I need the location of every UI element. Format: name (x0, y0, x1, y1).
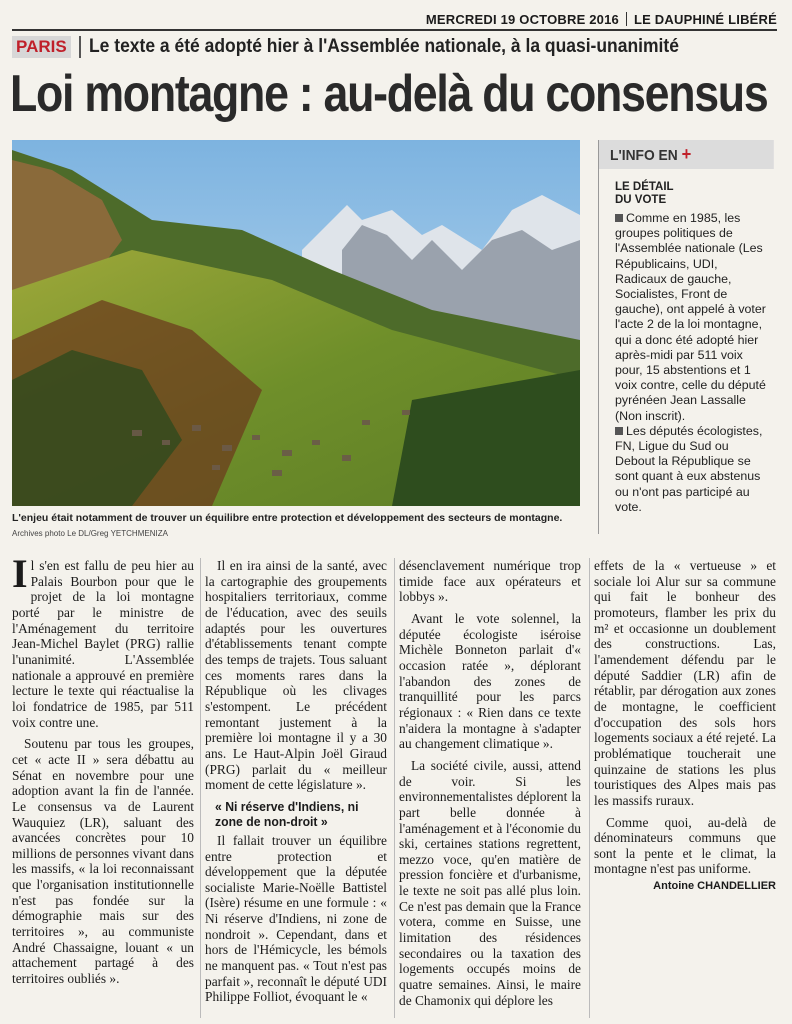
article-column-1 (12, 551, 194, 993)
kicker-text: Le texte a été adopté hier à l'Assemblée nationale, à la quasi-unanimité (88, 36, 679, 57)
issue-date: MERCREDI 19 OCTOBRE 2016 (425, 11, 619, 27)
photo-credit: Archives photo Le DL/Greg YETCHMENIZA (12, 529, 168, 538)
info-box (598, 140, 778, 534)
page-header (405, 8, 777, 30)
plus-icon: + (681, 144, 692, 164)
section-tag: PARIS (12, 36, 71, 58)
article-paragraph: Comme quoi, au-delà de dénominateurs communs que sont la pente et le climat, la montagne n'est pas uniforme. (594, 814, 776, 877)
bullet-square-icon (615, 427, 623, 435)
article-paragraph: Il en ira ainsi de la santé, avec la cartographie des groupements hospitaliers territoriaux, comme de l'éducation, avec des seuils adaptés pour les ouvertures d'établissements tenant compte des temps de trajets. Tous saluant ces moments rares dans la République où les clivages s'estompent. Le précédent remontant justement à la première loi montagne il y a 30 ans. Le Haut-Alpin Joël Giraud (PRG) parlait du « meilleur moment de cette législature ». (205, 558, 387, 793)
info-box-text-1: Comme en 1985, les groupes politiques de l'Assemblée nationale (Les Républicains, UDI, Radicaux de gauche, Socialistes, Front de gauche), ont appelé à voter l'acte 2 de la loi montagne, qui a donc été adopté hier après-midi par 511 voix pour, 15 abstentions et 1 voix contre, celle du député pyrénéen Jean Lassalle (Non inscrit). (615, 211, 766, 423)
article-column-4 (594, 558, 776, 895)
article-text: l s'en est fallu de peu hier au Palais Bourbon pour que le projet de la loi montagne porté par le ministre de l'Aménagement du territoire Jean-Michel Baylet (PRG) rallie l'unanimité. L'Assemblée nationale a approuvé en première lecture le texte qui réactualise la loi fondatrice de 1985, par 511 voix contre une. (12, 558, 194, 730)
article-paragraph: Avant le vote solennel, la députée écologiste iséroise Michèle Bonneton parlait d'« occasion ratée », déplorant l'abandon des zones de tranquillité pour les parcs régionaux : « Rien dans ce texte n'aidera la montagne à s'adapter au changement climatique ». (399, 610, 581, 752)
column-divider (394, 558, 395, 1018)
column-divider (200, 558, 201, 1018)
kicker-divider (79, 36, 81, 58)
article-column-3 (399, 558, 581, 1014)
mountain-landscape-image (12, 140, 580, 506)
info-box-title (599, 140, 774, 169)
header-divider (626, 12, 627, 26)
article-paragraph: La société civile, aussi, attend de voir. Si les environnementalistes déplorent la part belle donnée à l'aménagement et à l'économie du ski, certaines stations regrettent, mezzo voce, qu'en matière de pression foncière et d'urbanisme, le texte ne soit pas allé plus loin. Ce n'est pas demain que la France votera, comme en Suisse, une limitation des résidences secondaires ou la taxation des logements occupés moins de quatre semaines. Ainsi, le maire de Chamonix qui déplore les (399, 757, 581, 1008)
drop-cap: I (12, 551, 28, 596)
article-paragraph-continued: désenclavement numérique trop timide face aux opérateurs et lobbys ». (399, 558, 581, 605)
headline: Loi montagne : au-delà du consensus (10, 65, 768, 123)
article-subheading: « Ni réserve d'Indiens, ni zone de non-droit » (215, 798, 359, 829)
kicker (12, 34, 730, 60)
photo-caption: L'enjeu était notamment de trouver un équilibre entre protection et développement des secteurs de montagne. (12, 512, 563, 524)
info-box-subtitle-line2: DU VOTE (615, 194, 667, 206)
article-paragraph: effets de la « vertueuse » et sociale loi Alur sur sa commune qui fait le bonheur des promoteurs, flamber les prix du m² et occasionne un doublement des constructions. Las, l'amendement défendu par le député Saddier (LR) afin de rétablir, par dérogation aux zones de montagne, le coefficient d'occupation des sols hors logements sociaux a été rejeté. La problématique toucherait une quinzaine de stations les plus touristiques des Alpes mais pas les massifs ruraux. (594, 558, 776, 808)
article-paragraph (12, 551, 194, 730)
mountain-photo (12, 140, 580, 506)
header-rule (12, 29, 777, 31)
info-box-subtitle (615, 181, 778, 207)
author-signature: Antoine CHANDELLIER (653, 880, 776, 893)
article-paragraph: Il fallait trouver un équilibre entre protection et développement que la députée socialiste Marie-Noëlle Battistel (Isère) résume en une formule : « Ni réserve d'Indiens, ni zone de nondroit ». Cependant, dans et hors de l'Hémicycle, les bémols ne manquent pas. « Tout n'est pas parfait », reconnaît le député UDI Philippe Folliot, évoquant le « (205, 832, 387, 1005)
article-column-2 (205, 558, 387, 1005)
info-box-text-2: Les députés écologistes, FN, Ligue du Sud ou Debout la République se sont quant à eux abstenus ou n'ont pas participé au vote. (615, 423, 763, 514)
bullet-square-icon (615, 214, 623, 222)
column-divider (589, 558, 590, 1018)
info-box-subtitle-line1: LE DÉTAIL (615, 181, 674, 193)
info-box-paragraph (615, 211, 772, 424)
info-box-paragraph (615, 424, 772, 515)
article-paragraph: Soutenu par tous les groupes, cet « acte II » sera débattu au Sénat en novembre pour une adoption avant la fin de l'année. Le consensus va de Laurent Wauquiez (LR), saluant des avancées concrètes pour 10 millions de personnes vivant dans les massifs, « la loi reconnaissant que l'organisation institutionnelle n'est pas fondée sur la démographie mais sur des territoires », au communiste André Chassaigne, louant « un attachement partagé à des territoires oubliés ». (12, 736, 194, 987)
info-box-title-text: L'INFO EN (610, 147, 678, 164)
newspaper-name: LE DAUPHINÉ LIBÉRÉ (633, 11, 777, 27)
